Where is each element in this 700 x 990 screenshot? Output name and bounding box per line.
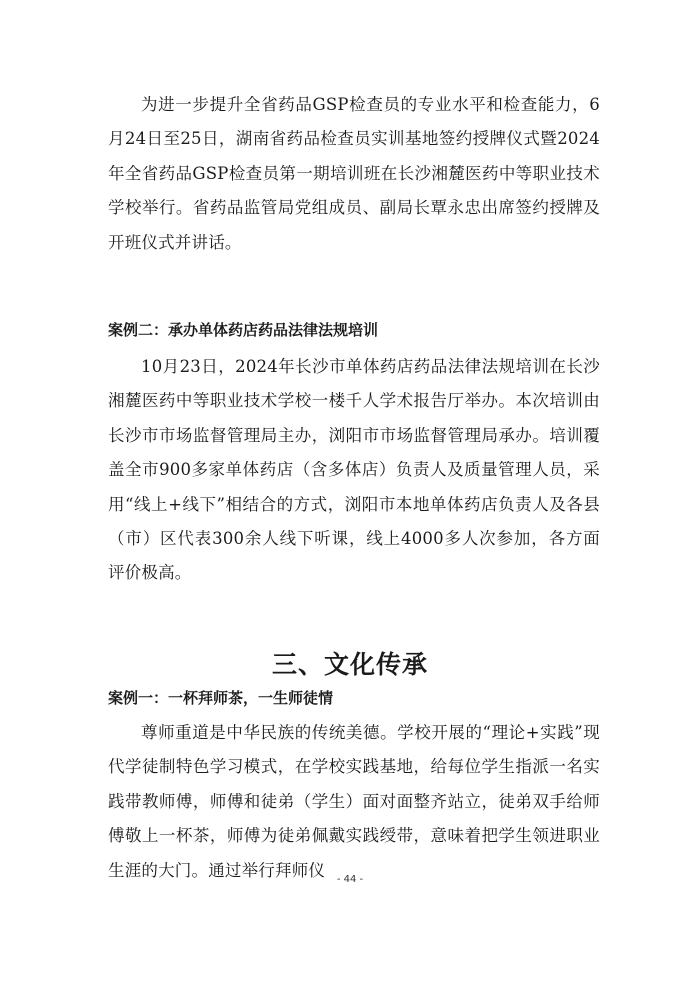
paragraph-gsp-training: 为进一步提升全省药品GSP检查员的专业水平和检查能力，6月24日至25日，湖南省药品检查员实训基地签约授牌仪式暨2024年全省药品GSP检查员第一期培训班在长沙湘麓医药中等职业技术学校举行。省药品监管局党组成员、副局长覃永忠出席签约授牌及开班仪式并讲话。 bbox=[108, 95, 600, 252]
page-number: - 44 - bbox=[336, 874, 364, 885]
case-one-heading: 案例一：一杯拜师茶，一生师徒情 bbox=[108, 689, 334, 707]
paragraph-pharmacy-law-training: 10月23日，2024年长沙市单体药店药品法律法规培训在长沙湘麓医药中等职业技术学校一楼千人学术报告厅举办。本次培训由长沙市市场监督管理局主办，浏阳市市场监督管理局承办。培训覆盖全市900多家单体药店（含多体店）负责人及质量管理人员，采用“线上+线下”相结合的方式，浏阳市本地单体药店负责人及各县（市）区代表300余人线下听课，线上4000多人次参加，各方面评价极高。 bbox=[108, 357, 600, 583]
section-heading-culture: 三、文化传承 bbox=[271, 650, 428, 679]
paragraph-apprenticeship-tea: 尊师重道是中华民族的传统美德。学校开展的“理论+实践”现代学徒制特色学习模式，在学校实践基地，给每位学生指派一名实践带教师傅，师傅和徒弟（学生）面对面整齐站立，徒弟双手给师傅敬上一杯茶，师傅为徒弟佩戴实践绶带，意味着把学生领进职业生涯的大门。通过举行拜师仪 bbox=[108, 723, 600, 880]
case-two-heading: 案例二：承办单体药店药品法律法规培训 bbox=[108, 321, 379, 339]
